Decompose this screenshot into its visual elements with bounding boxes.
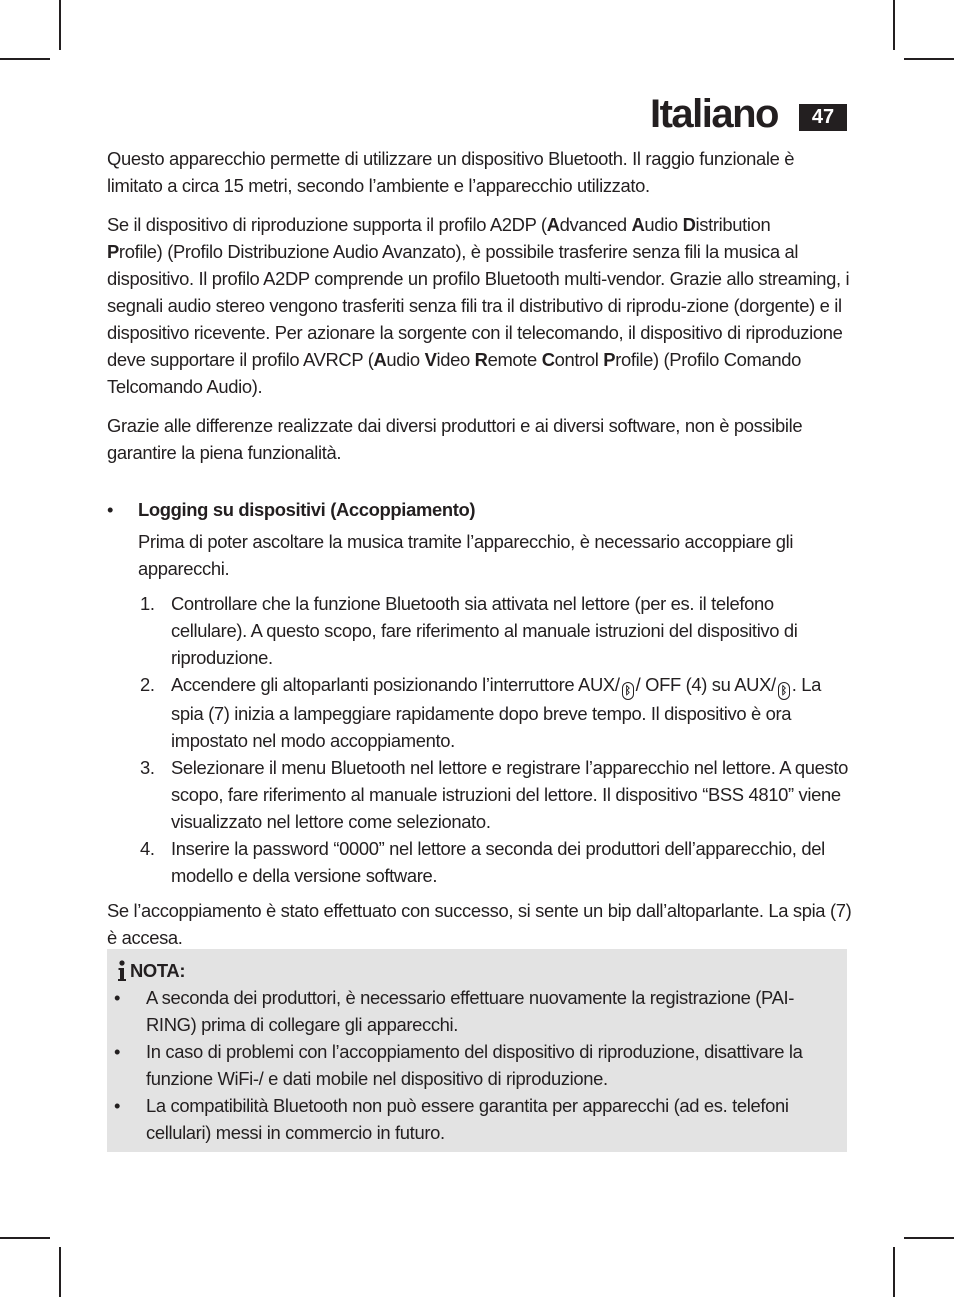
- step-item: 4. Inserire la password “0000” nel lettore a seconda dei produttori dell’apparecchio, del modello e della versione software.: [140, 838, 825, 886]
- crop-mark: [59, 1247, 61, 1297]
- crop-mark: [893, 1247, 895, 1297]
- crop-mark: [893, 0, 895, 50]
- note-item: • La compatibilità Bluetooth non può essere garantita per apparecchi (ad es. telefoni cellulari) messi in commercio in futuro.: [146, 1092, 836, 1146]
- crop-mark: [904, 1237, 954, 1239]
- bullet: •: [107, 499, 114, 520]
- crop-mark: [0, 58, 50, 60]
- note-heading: NOTA:: [117, 957, 185, 984]
- section-heading-pairing: • Logging su dispositivi (Accoppiamento): [107, 496, 852, 523]
- pairing-steps: [107, 590, 852, 889]
- paragraph-intro: Questo apparecchio permette di utilizzare un dispositivo Bluetooth. Il raggio funzionale è limitato a circa 15 metri, secondo l’ambiente e l’apparecchio utilizzato.: [107, 148, 795, 196]
- bullet: •: [114, 1095, 121, 1116]
- info-icon: [117, 960, 127, 982]
- paragraph-compatibility: Grazie alle differenze realizzate dai diversi produttori e ai diversi software, non è possibile garantire la piena funzionalità.: [107, 415, 803, 463]
- bluetooth-icon: ᛒ: [622, 682, 634, 700]
- crop-mark: [904, 58, 954, 60]
- note-item: • A seconda dei produttori, è necessario effettuare nuovamente la registrazione (PAI-RING) prima di collegare gli apparecchi.: [146, 984, 836, 1038]
- main-content: [107, 145, 852, 951]
- crop-mark: [59, 0, 61, 50]
- pairing-intro: Prima di poter ascoltare la musica tramite l’apparecchio, è necessario accoppiare gli apparecchi.: [138, 531, 794, 579]
- pairing-success: Se l’accoppiamento è stato effettuato con successo, si sente un bip dall’altoparlante. La spia (7) è accesa.: [107, 900, 852, 948]
- page-number-badge: 47: [799, 104, 847, 131]
- step-item: 2. Accendere gli altoparlanti posizionando l’interruttore AUX/ ᛒ / OFF (4) su AUX/ ᛒ . La spia (7) inizia a lampeggiare rapidamente dopo breve tempo. Il dispositivo è ora impostato nel modo accoppiamento.: [140, 674, 822, 751]
- bluetooth-icon: ᛒ: [778, 682, 790, 700]
- bullet: •: [114, 1041, 121, 1062]
- paragraph-a2dp: Se il dispositivo di riproduzione supporta il profilo A2DP (Advanced Audio Distribution Profile) (Profilo Distribuzione Audio Avanzato), è possibile trasferire senza fili la musica al dispositivo. Il profilo A2DP comprende un profilo Bluetooth multi-vendor. Grazie allo streaming, i segnali audio stereo vengono trasferiti senza fili tra il distributivo di riprodu-zione (dorgente) e il dispositivo ricevente. Per azionare la sorgente con il telecomando, il dispositivo di riproduzione deve supportare il profilo AVRCP (Audio Video Remote Control Profile) (Profilo Comando Telcomando Audio).: [107, 214, 850, 397]
- step-item: 1. Controllare che la funzione Bluetooth sia attivata nel lettore (per es. il telefono cellulare). A questo scopo, fare riferimento al manuale istruzioni del dispositivo di riproduzione.: [140, 593, 798, 668]
- note-list: [114, 984, 836, 1146]
- note-item: • In caso di problemi con l’accoppiamento del dispositivo di riproduzione, disattivare la funzione WiFi-/ e dati mobile nel dispositivo di riproduzione.: [146, 1038, 836, 1092]
- crop-mark: [0, 1237, 50, 1239]
- page-title: Italiano: [649, 92, 778, 136]
- step-item: 3. Selezionare il menu Bluetooth nel lettore e registrare l’apparecchio nel lettore. A questo scopo, fare riferimento al manuale istruzioni del lettore. Il dispositivo “BSS 4810” viene visualizzato nel lettore come selezionato.: [140, 757, 848, 832]
- note-box: [107, 949, 847, 1152]
- bullet: •: [114, 987, 121, 1008]
